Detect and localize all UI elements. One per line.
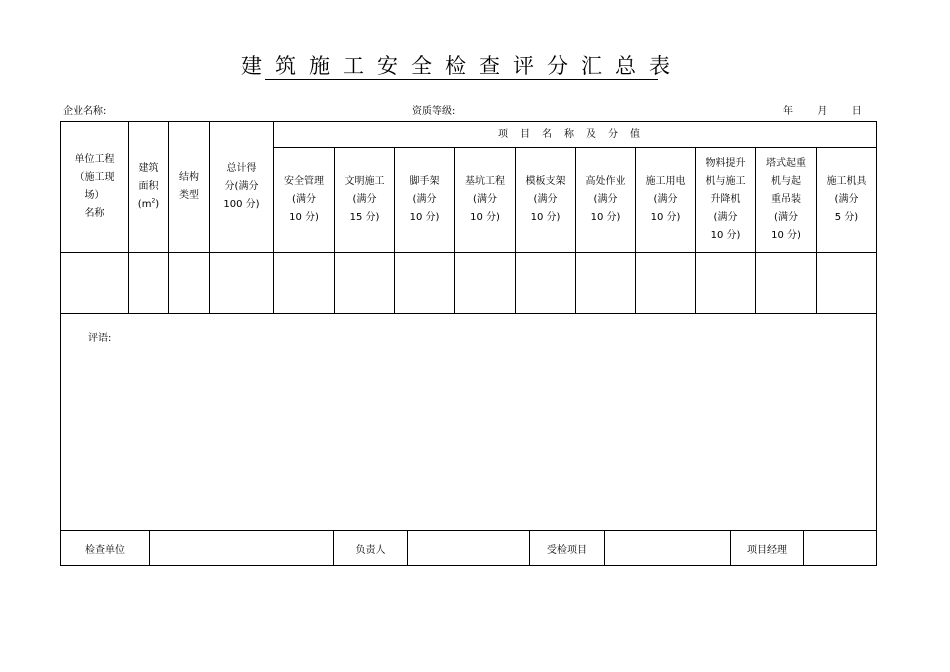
header-item-tower-crane: [756, 148, 817, 253]
header-item-work-at-height-line: 10 分): [590, 212, 621, 223]
header-items-title: 项目名称及分值: [274, 122, 877, 148]
header-item-material-hoist-line: 升降机: [710, 194, 741, 205]
header-item-tower-crane-line: (满分: [774, 212, 798, 223]
header-item-scaffolding: [395, 148, 455, 253]
header-item-formwork-support: [516, 148, 576, 253]
header-item-formwork-support-line: 模板支架: [525, 176, 566, 187]
header-total-score-line: 总计得: [226, 163, 257, 174]
header-item-safety-management-line: (满分: [292, 194, 316, 205]
header-structure-type-line: 类型: [179, 190, 199, 201]
header-item-material-hoist-line: 物料提升: [705, 158, 746, 169]
responsible-person-input[interactable]: [408, 531, 530, 566]
input-cell-total-score[interactable]: [210, 253, 274, 314]
summary-table: [60, 121, 877, 531]
month-label: 月: [817, 106, 828, 117]
header-item-scaffolding-line: 10 分): [409, 212, 440, 223]
header-item-construction-electricity-line: 10 分): [650, 212, 681, 223]
score-input-row: [61, 253, 877, 314]
header-unit-project-name-line: 场）: [84, 190, 105, 201]
input-cell-safety-management[interactable]: [274, 253, 335, 314]
input-cell-structure-type[interactable]: [169, 253, 210, 314]
day-label: 日: [851, 106, 862, 117]
header-item-civilized-construction-line: (满分: [352, 194, 377, 205]
header-building-area-line: 建筑: [138, 163, 159, 174]
year-label: 年: [783, 106, 793, 117]
header-item-tower-crane-line: 10 分): [771, 230, 801, 241]
comment-area[interactable]: [61, 314, 877, 531]
inspection-unit-label: 检查单位: [61, 531, 150, 566]
inspected-project-input[interactable]: [605, 531, 731, 566]
title-underline: [265, 79, 658, 80]
header-item-construction-machinery-line: (满分: [834, 194, 859, 205]
header-item-safety-management: [274, 148, 335, 253]
header-item-tower-crane-line: 机与起: [771, 176, 801, 187]
header-item-civilized-construction-line: 文明施工: [344, 176, 385, 187]
header-item-scaffolding-line: (满分: [412, 194, 437, 205]
responsible-person-label: 负责人: [334, 531, 408, 566]
header-unit-project-name: [61, 122, 129, 253]
inspection-unit-input[interactable]: [150, 531, 334, 566]
header-item-material-hoist-line: (满分: [713, 212, 738, 223]
header-unit-project-name-line: 名称: [84, 208, 105, 219]
header-item-work-at-height: [576, 148, 636, 253]
header-item-civilized-construction-line: 15 分): [349, 212, 380, 223]
header-structure-type-line: 结构: [179, 172, 199, 183]
header-item-safety-management-line: 10 分): [289, 212, 319, 223]
header-item-foundation-pit-line: 10 分): [470, 212, 500, 223]
header-item-scaffolding-line: 脚手架: [409, 176, 440, 187]
comment-label: 评语:: [88, 333, 112, 344]
project-manager-input[interactable]: [804, 531, 877, 566]
header-item-foundation-pit-line: (满分: [473, 194, 497, 205]
header-building-area: [129, 122, 169, 253]
header-building-area-line: 面积: [138, 181, 159, 192]
header-item-work-at-height-line: 高处作业: [585, 176, 626, 187]
header-unit-project-name-line: 单位工程: [74, 154, 115, 165]
page-title: 建筑施工安全检查评分汇总表: [241, 54, 683, 78]
header-item-construction-electricity-line: 施工用电: [645, 176, 686, 187]
header-unit-project-name-line: （施工现: [74, 172, 115, 183]
header-item-foundation-pit-line: 基坑工程: [465, 176, 505, 187]
input-cell-foundation-pit[interactable]: [455, 253, 516, 314]
header-total-score-line: 100 分): [223, 199, 260, 210]
header-item-construction-machinery: [817, 148, 877, 253]
header-item-tower-crane-line: 重吊装: [771, 194, 801, 205]
project-manager-label: 项目经理: [731, 531, 804, 566]
header-building-area-line: $(m^2)$: [137, 197, 160, 210]
input-cell-work-at-height[interactable]: [576, 253, 636, 314]
inspected-project-label: 受检项目: [530, 531, 605, 566]
header-total-score-line: 分(满分: [224, 181, 259, 192]
header-item-safety-management-line: 安全管理: [284, 176, 324, 187]
header-item-construction-electricity: [636, 148, 696, 253]
input-cell-civilized-construction[interactable]: [335, 253, 395, 314]
header-item-material-hoist: [696, 148, 756, 253]
header-total-score: [210, 122, 274, 253]
header-item-construction-machinery-line: 5 分): [834, 212, 859, 223]
header-item-material-hoist-line: 10 分): [710, 230, 741, 241]
qualification-field[interactable]: [412, 102, 455, 117]
input-cell-tower-crane[interactable]: [756, 253, 817, 314]
input-cell-construction-electricity[interactable]: [636, 253, 696, 314]
date-field[interactable]: [783, 102, 862, 117]
header-item-construction-electricity-line: (满分: [653, 194, 678, 205]
header-item-foundation-pit: [455, 148, 516, 253]
input-cell-construction-machinery[interactable]: [817, 253, 877, 314]
header-item-material-hoist-line: 机与施工: [705, 176, 746, 187]
signature-table: [60, 530, 877, 566]
company-name-field[interactable]: [63, 102, 106, 117]
company-name-label: 企业名称:: [63, 106, 107, 117]
header-item-tower-crane-line: 塔式起重: [766, 158, 806, 169]
header-item-formwork-support-line: 10 分): [530, 212, 561, 223]
header-structure-type: [169, 122, 210, 253]
input-cell-material-hoist[interactable]: [696, 253, 756, 314]
header-item-work-at-height-line: (满分: [593, 194, 618, 205]
input-cell-scaffolding[interactable]: [395, 253, 455, 314]
header-item-formwork-support-line: (满分: [533, 194, 558, 205]
qualification-label: 资质等级:: [412, 106, 456, 117]
header-item-construction-machinery-line: 施工机具: [826, 176, 867, 187]
header-item-civilized-construction: [335, 148, 395, 253]
input-cell-formwork-support[interactable]: [516, 253, 576, 314]
input-cell-building-area[interactable]: [129, 253, 169, 314]
input-cell-unit-project-name[interactable]: [61, 253, 129, 314]
